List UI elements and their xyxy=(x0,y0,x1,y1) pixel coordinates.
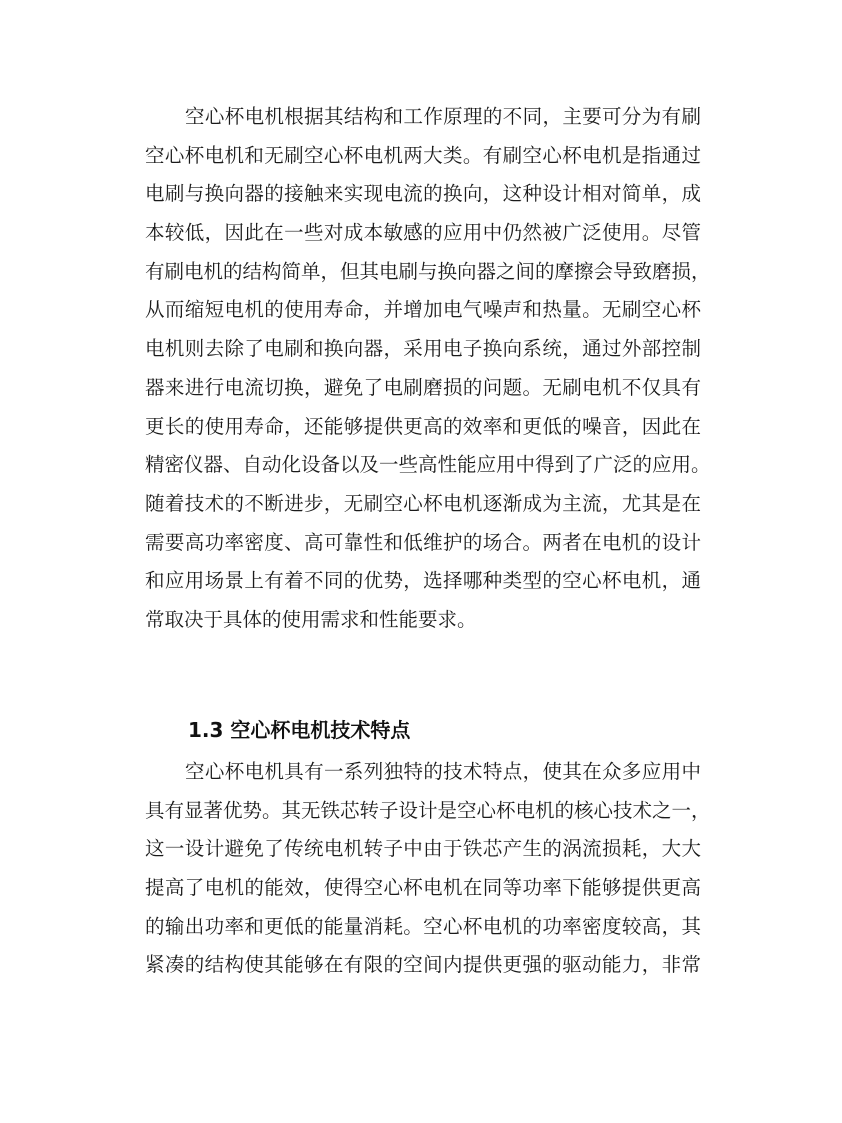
section-heading: 1.3 空心杯电机技术特点 xyxy=(188,718,411,742)
text-line: 具有显著优势。其无铁芯转子设计是空心杯电机的核心技术之一， xyxy=(145,798,711,822)
text-line: 和应用场景上有着不同的优势，选择哪种类型的空心杯电机，通 xyxy=(145,569,701,593)
text-line: 这一设计避免了传统电机转子中由于铁芯产生的涡流损耗，大大 xyxy=(145,837,701,861)
text-line: 常取决于具体的使用需求和性能要求。 xyxy=(145,607,477,631)
text-line: 空心杯电机根据其结构和工作原理的不同，主要可分为有刷 xyxy=(185,105,701,128)
text-line: 紧凑的结构使其能够在有限的空间内提供更强的驱动能力，非常 xyxy=(145,953,701,977)
text-line: 随着技术的不断进步，无刷空心杯电机逐渐成为主流，尤其是在 xyxy=(145,491,701,515)
text-line: 电机则去除了电刷和换向器，采用电子换向系统，通过外部控制 xyxy=(145,337,701,361)
paragraph-technical-features xyxy=(145,753,711,985)
text-line: 需要高功率密度、高可靠性和低维护的场合。两者在电机的设计 xyxy=(145,530,701,554)
text-line: 本较低，因此在一些对成本敏感的应用中仍然被广泛使用。尽管 xyxy=(145,221,701,245)
text-line: 从而缩短电机的使用寿命，并增加电气噪声和热量。无刷空心杯 xyxy=(145,298,701,322)
text-line: 有刷电机的结构简单，但其电刷与换向器之间的摩擦会导致磨损， xyxy=(145,259,711,283)
text-line: 电刷与换向器的接触来实现电流的换向，这种设计相对简单，成 xyxy=(145,182,701,206)
text-line: 空心杯电机和无刷空心杯电机两大类。有刷空心杯电机是指通过 xyxy=(145,143,701,167)
text-line: 精密仪器、自动化设备以及一些高性能应用中得到了广泛的应用。 xyxy=(145,453,711,477)
text-line: 空心杯电机具有一系列独特的技术特点，使其在众多应用中 xyxy=(185,760,701,783)
text-line: 更长的使用寿命，还能够提供更高的效率和更低的噪音，因此在 xyxy=(145,414,701,438)
paragraph-brushed-vs-brushless xyxy=(145,98,711,640)
text-line: 的输出功率和更低的能量消耗。空心杯电机的功率密度较高，其 xyxy=(145,914,701,938)
text-line: 器来进行电流切换，避免了电刷磨损的问题。无刷电机不仅具有 xyxy=(145,375,701,399)
text-line: 提高了电机的能效，使得空心杯电机在同等功率下能够提供更高 xyxy=(145,876,701,900)
